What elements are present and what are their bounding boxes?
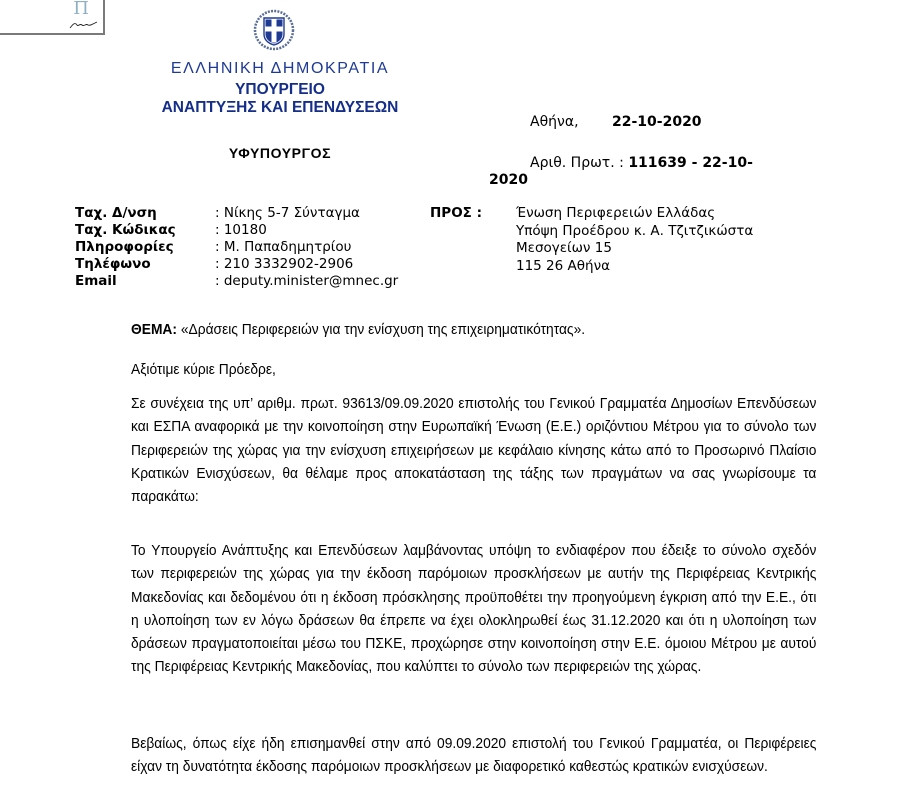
paragraph: Σε συνέχεια της υπ’ αριθμ. πρωτ. 93613/09.09.2020 επιστολής του Γενικού Γραμματέα Δημοσίων Επενδύσεων και ΕΣΠΑ αναφορικά με την κοινοποίηση στην Ευρωπαϊκή Ένωση (Ε.Ε.) οριζόντιου Μέτρου για το σύνολο των Περιφερειών της χώρας για την ενίσχυση επιχειρήσεων με κεφάλαιο κίνησης κάτω από το Προσωρινό Πλαίσιο Κρατικών Ενισχύσεων, θα θέλαμε προς αποκατάσταση της τάξης των πραγμάτων να σας γνωρίσουμε τα παρακάτω:	[131, 395, 817, 506]
info-value: : 10180	[215, 222, 267, 238]
protocol-value: 111639 - 22-10-	[628, 155, 753, 171]
protocol-label: Αριθ. Πρωτ. :	[530, 155, 629, 171]
sender-info	[75, 205, 398, 290]
paragraph: Το Υπουργείο Ανάπτυξης και Επενδύσεων λαμβάνοντας υπόψη το ενδιαφέρον που έδειξε το σύνολο σχεδόν των περιφερειών της χώρας για την έκδοση παρόμοιων προσκλήσεων με αυτήν της Περιφέρειας Κεντρικής Μακεδονίας και δεδομένου ότι η έκδοση πρόσκλησης προϋποθέτει την προηγούμενη έγκριση από την Ε.Ε., ότι η υλοποίηση των εν λόγω δράσεων θα έπρεπε να έχει ολοκληρωθεί έως 31.12.2020 και ότι η υλοποίηση των δράσεων πραγματοποιείται μέσω του ΠΣΚΕ, προχώρησε στην κοινοποίηση στην Ε.Ε. όμοιου Μέτρου με αυτού της Περιφέρειας Κεντρικής Μακεδονίας, που καλύπτει το σύνολο των περιφερειών της χώρας.	[131, 542, 817, 676]
recipient-line: 115 26 Αθήνα	[516, 257, 611, 274]
recipient-line: Μεσογείων 15	[516, 240, 612, 256]
info-label: Τηλέφωνο	[75, 256, 151, 272]
date-value: 22-10-2020	[612, 114, 702, 130]
info-label: Ταχ. Κώδικας	[75, 222, 176, 238]
recipient-address	[516, 205, 753, 275]
ministry-title-line1: ΥΠΟΥΡΓΕΙΟ	[235, 81, 325, 98]
email-link: : deputy.minister@mnec.gr	[215, 273, 399, 289]
republic-title: ΕΛΛΗΝΙΚΗ ΔΗΜΟΚΡΑΤΙΑ	[170, 60, 390, 77]
sender-info-row	[75, 205, 398, 222]
greeting: Αξιότιμε κύριε Πρόεδρε,	[131, 361, 276, 378]
sender-info-row	[75, 239, 398, 256]
recipient-label: ΠΡΟΣ :	[430, 205, 482, 221]
sender-info-row	[75, 273, 398, 290]
signature-icon	[69, 19, 99, 29]
subject-line	[131, 318, 816, 341]
recipient-line: Ένωση Περιφερειών Ελλάδας	[516, 205, 716, 221]
paragraph: Βεβαίως, όπως είχε ήδη επισημανθεί στην από 09.09.2020 επιστολή του Γενικού Γραμματέα, οι Περιφέρειες είχαν τη δυνατότητα έκδοσης παρόμοιων προσκλήσεων με διαφορετικό καθεστώς κρατικών ενισχύσεων.	[131, 735, 817, 776]
ministry-title	[120, 81, 440, 117]
protocol-value-continuation: 2020	[489, 172, 528, 188]
subject-label: ΘΕΜΑ:	[131, 321, 177, 338]
protocol-number	[530, 155, 790, 171]
stamp-glyph: Π	[73, 0, 89, 19]
protocol-stamp	[0, 0, 105, 35]
recipient-line: Υπόψη Προέδρου κ. Α. Τζιτζικώστα	[516, 222, 754, 239]
sender-info-row	[75, 256, 398, 273]
sender-info-row	[75, 222, 398, 239]
date-label: Αθήνα,	[530, 114, 579, 130]
office-title: ΥΦΥΠΟΥΡΓΟΣ	[228, 145, 332, 161]
info-value: : Μ. Παπαδημητρίου	[215, 239, 352, 255]
info-value: : Νίκης 5-7 Σύνταγμα	[215, 205, 360, 221]
subject-text: «Δράσεις Περιφερειών για την ενίσχυση της επιχειρηματικότητας».	[177, 321, 586, 338]
info-value: : 210 3332902-2906	[215, 256, 354, 272]
greek-coat-of-arms-icon	[252, 8, 296, 52]
info-label: Πληροφορίες	[75, 239, 174, 255]
info-label: Ταχ. Δ/νση	[75, 205, 157, 221]
ministry-title-line2: ΑΝΑΠΤΥΞΗΣ ΚΑΙ ΕΠΕΝΔΥΣΕΩΝ	[161, 99, 399, 116]
info-label: Email	[75, 273, 117, 289]
